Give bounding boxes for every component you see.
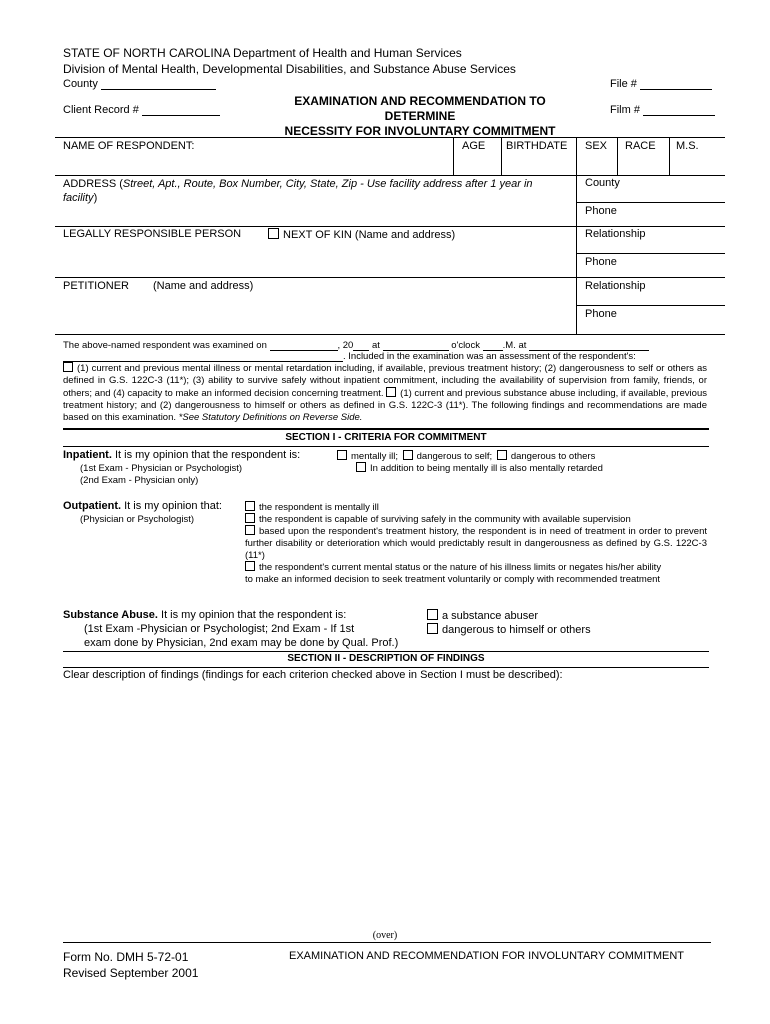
grid-top-rule — [55, 137, 725, 138]
lrp-relationship-label: Relationship — [585, 228, 646, 240]
footer-form-title: EXAMINATION AND RECOMMENDATION FOR INVOLUNTARY COMMITMENT — [289, 950, 685, 962]
substance-dangerous-checkbox[interactable] — [427, 623, 438, 634]
inpatient-options-row: mentally ill; dangerous to self; dangerous to others — [337, 450, 595, 462]
film-input-line[interactable] — [643, 115, 715, 116]
film-label: Film # — [610, 104, 640, 116]
inpatient-sub-1: (1st Exam - Physician or Psychologist) — [80, 463, 243, 474]
outpatient-mentally-ill-checkbox[interactable] — [245, 501, 255, 511]
over-note: (over) — [372, 930, 398, 941]
race-label: RACE — [625, 140, 656, 152]
age-label: AGE — [462, 140, 486, 152]
outpatient-option-2: the respondent is capable of surviving safely in the community with available supervision — [245, 513, 631, 525]
ms-label: M.S. — [676, 140, 699, 152]
dangerous-to-self-checkbox[interactable] — [403, 450, 413, 460]
section-2-title: SECTION II - DESCRIPTION OF FINDINGS — [287, 653, 485, 664]
file-label: File # — [610, 78, 637, 90]
form-title-2: DETERMINE — [384, 109, 456, 123]
exam-location-line: . Included in the examination was an assessment of the respondent's: — [63, 351, 636, 362]
also-retarded-checkbox[interactable] — [356, 462, 366, 472]
petitioner-hint: (Name and address) — [153, 280, 254, 292]
next-of-kin-option: NEXT OF KIN (Name and address) — [268, 228, 455, 241]
revision-date: Revised September 2001 — [63, 966, 199, 980]
outpatient-option-4: the respondent's current mental status or the nature of his illness limits or negates his/her ability to make an informed decision to seek treatment voluntarily or comply with recommended treatment — [245, 562, 662, 585]
petitioner-phone-label: Phone — [585, 308, 617, 320]
client-record-input-line[interactable] — [142, 115, 220, 116]
substance-abuser-checkbox[interactable] — [427, 609, 438, 620]
client-record-field — [63, 104, 220, 116]
name-of-respondent-label: NAME OF RESPONDENT: — [63, 140, 195, 152]
outpatient-option-3: based upon the respondent's treatment history, the respondent is in need of treatment in order to prevent further disability or deterioration which would predictably result in dangerousness as defined by G.S. 122C-3 (11*) — [245, 526, 707, 561]
substance-abuse-heading: Substance Abuse. It is my opinion that the respondent is: — [63, 609, 347, 621]
substance-sub-2: exam done by Physician, 2nd exam may be done by Qual. Prof.) — [84, 637, 399, 649]
substance-option-2: dangerous to himself or others — [427, 623, 591, 636]
outpatient-option-1: the respondent is mentally ill — [245, 501, 379, 513]
substance-sub-1: (1st Exam -Physician or Psychologist; 2nd Exam - If 1st — [84, 623, 355, 635]
findings-text-area[interactable] — [63, 686, 709, 926]
inpatient-sub-2: (2nd Exam - Physician only) — [80, 475, 199, 486]
county-field — [63, 78, 216, 90]
file-field — [610, 78, 712, 90]
outpatient-heading: Outpatient. It is my opinion that: — [63, 500, 222, 512]
legally-responsible-label: LEGALLY RESPONSIBLE PERSON — [63, 228, 242, 240]
form-number: Form No. DMH 5-72-01 — [63, 950, 189, 964]
substance-abuse-assessment-checkbox[interactable] — [386, 387, 396, 397]
form-title-1: EXAMINATION AND RECOMMENDATION TO — [294, 94, 546, 108]
inpatient-heading: Inpatient. It is my opinion that the respondent is: — [63, 449, 301, 461]
exam-assessment-paragraph: (1) current and previous mental illness or mental retardation including, if available, previous treatment history; (2) dangerousness to self or others as defined in G.S. 122C-3 (11*); (3) ability to survive safely without inpatient commitment, including the availability of supervision from family, friends, or others; and (4) capacity to make an informed decision concerning treatment. (1) current and previous substance abuse including, if available, previous treatment history; and (2) dangerousness to himself or others as defined in G.S. 122C-3 (11*). The following findings and recommendations are made based on this examination. *See Statutory Definitions on Reverse Side. — [63, 363, 707, 423]
also-retarded-option: In addition to being mentally ill is also mentally retarded — [356, 462, 603, 474]
agency-line-1: STATE OF NORTH CAROLINA Department of Health and Human Services — [63, 46, 462, 60]
film-field — [610, 104, 715, 116]
county-label: County — [63, 78, 98, 90]
birthdate-label: BIRTHDATE — [506, 140, 568, 152]
mental-illness-assessment-checkbox[interactable] — [63, 362, 73, 372]
county-input-line[interactable] — [101, 89, 216, 90]
next-of-kin-checkbox[interactable] — [268, 228, 279, 239]
address-phone-label: Phone — [585, 205, 617, 217]
agency-line-2: Division of Mental Health, Developmental Disabilities, and Substance Abuse Services — [63, 62, 516, 76]
outpatient-sub: (Physician or Psychologist) — [80, 514, 195, 525]
form-title-3: NECESSITY FOR INVOLUNTARY COMMITMENT — [284, 124, 556, 138]
address-label: ADDRESS (Street, Apt., Route, Box Number, City, State, Zip - Use facility address after 1 year in facility) — [63, 178, 533, 204]
exam-date-line: The above-named respondent was examined on , 20 at o'clock .M. at — [63, 340, 649, 351]
address-county-label: County — [585, 177, 620, 189]
sex-label: SEX — [585, 140, 608, 152]
dangerous-to-others-checkbox[interactable] — [497, 450, 507, 460]
client-record-label: Client Record # — [63, 104, 139, 116]
outpatient-needs-treatment-checkbox[interactable] — [245, 525, 255, 535]
mentally-ill-checkbox[interactable] — [337, 450, 347, 460]
petitioner-label: PETITIONER — [63, 280, 130, 292]
file-input-line[interactable] — [640, 89, 712, 90]
petitioner-relationship-label: Relationship — [585, 280, 646, 292]
outpatient-capable-surviving-checkbox[interactable] — [245, 513, 255, 523]
substance-option-1: a substance abuser — [427, 609, 538, 622]
section-1-title: SECTION I - CRITERIA FOR COMMITMENT — [285, 432, 487, 443]
findings-instruction: Clear description of findings (findings for each criterion checked above in Section I must be described): — [63, 669, 563, 681]
lrp-phone-label: Phone — [585, 256, 617, 268]
outpatient-mental-status-checkbox[interactable] — [245, 561, 255, 571]
